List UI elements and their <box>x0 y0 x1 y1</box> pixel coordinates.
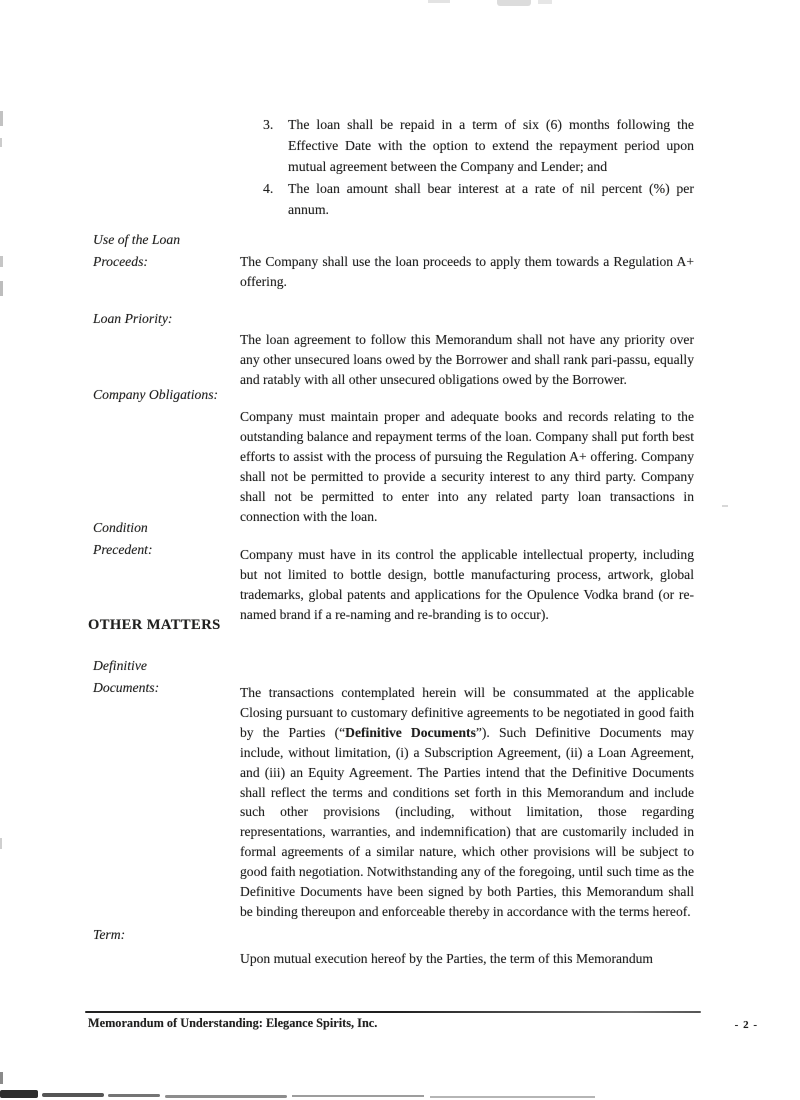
scan-artifact <box>430 1096 595 1098</box>
numbered-list <box>263 114 694 220</box>
body-loan-priority: The loan agreement to follow this Memorandum shall not have any priority over any other unsecured loans owed by the Borrower and shall rank pari-passu, equally and ratably with all other unsecured obligations owed by the Borrower. <box>240 332 694 387</box>
list-item-number: 3. <box>263 117 274 132</box>
label-line: Condition <box>93 520 148 535</box>
label-loan-priority <box>93 308 243 330</box>
footer-page-number: - 2 - <box>734 1019 758 1031</box>
label-condition-precedent <box>93 517 243 562</box>
scan-artifact <box>0 838 2 849</box>
label-line: Proceeds: <box>93 254 148 270</box>
scan-artifact <box>0 111 3 126</box>
footer-document-title: Memorandum of Understanding: Elegance Spirits, Inc. <box>88 1016 378 1030</box>
body-condition-precedent: Company must have in its control the applicable intellectual property, including but not limited to bottle design, bottle manufacturing process, artwork, global trademarks, global patents and applications for the Opulence Vodka brand (or re-named brand if a re-naming and re-branding is to occur). <box>240 547 694 622</box>
body-text-pre: The transactions contemplated herein will be consummated at the applicable Closing pursuant to customary definitive agreements to be negotiated in good faith by the Parties (“ <box>240 685 694 740</box>
label-definitive-documents <box>93 655 243 700</box>
label-line: Precedent: <box>93 542 153 558</box>
body-text-bold-defined-term: Definitive Documents <box>345 724 476 740</box>
scan-artifact <box>538 0 552 4</box>
label-line: Definitive <box>93 658 147 673</box>
scan-artifact <box>0 138 2 147</box>
label-use-of-loan-proceeds <box>93 229 243 274</box>
label-line: Term: <box>93 927 126 942</box>
scan-artifact <box>165 1095 287 1098</box>
label-line: Use of the Loan <box>93 232 181 247</box>
scan-artifact <box>0 1090 38 1098</box>
scan-artifact <box>292 1095 424 1097</box>
body-term: Upon mutual execution hereof by the Parties, the term of this Memorandum <box>240 951 653 966</box>
scan-artifact <box>0 256 3 267</box>
scan-artifact <box>0 1072 3 1084</box>
scan-artifact <box>497 0 531 6</box>
body-text-post: ”). Such Definitive Documents may include, without limitation, (i) a Subscription Agreement, (ii) a Loan Agreement, and (iii) an Equity Agreement. The Parties intend that the Definitive Documents shall reflect the terms and conditions set forth in this Memorandum and include such other provisions (including, without limitation, those regarding representations, warranties, and indemnification) that are customarily included in formal agreements of a similar nature, which other provisions will be subject to good faith negotiation. Notwithstanding any of the foregoing, until such time as the Definitive Documents have been signed by both Parties, this Memorandum shall be binding thereupon and enforceable thereby in accordance with the terms hereof. <box>240 724 694 919</box>
label-line: Documents: <box>93 680 160 696</box>
scan-artifact <box>42 1093 104 1097</box>
label-company-obligations <box>93 384 263 406</box>
list-item-3 <box>263 114 694 178</box>
body-company-obligations: Company must maintain proper and adequate books and records relating to the outstanding balance and repayment terms of the loan. Company shall put forth best efforts to assist with the process of pursuing the Regulation A+ offering. Company shall not be permitted to provide a security interest to any third party. Company shall not be permitted to enter into any related party loan transactions in connection with the loan. <box>240 409 694 524</box>
list-item-text: The loan amount shall bear interest at a rate of nil percent (%) per annum. <box>288 180 694 217</box>
scan-artifact <box>722 505 728 507</box>
scan-artifact <box>0 281 3 296</box>
list-item-4 <box>263 178 694 220</box>
label-line: Loan Priority: <box>93 311 173 326</box>
scan-artifact <box>428 0 450 3</box>
footer-divider <box>85 1011 701 1013</box>
body-definitive-documents <box>240 683 694 922</box>
body-use-of-loan-proceeds: The Company shall use the loan proceeds to apply them towards a Regulation A+ offering. <box>240 254 694 289</box>
section-heading-other-matters: OTHER MATTERS <box>88 617 221 633</box>
scan-artifact <box>108 1094 160 1097</box>
label-line: Company Obligations: <box>93 387 219 402</box>
list-item-number: 4. <box>263 180 274 196</box>
list-item-text: The loan shall be repaid in a term of six (6) months following the Effective Date with the option to extend the repayment period upon mutual agreement between the Company and Lender; and <box>288 117 694 175</box>
label-term <box>93 924 243 946</box>
